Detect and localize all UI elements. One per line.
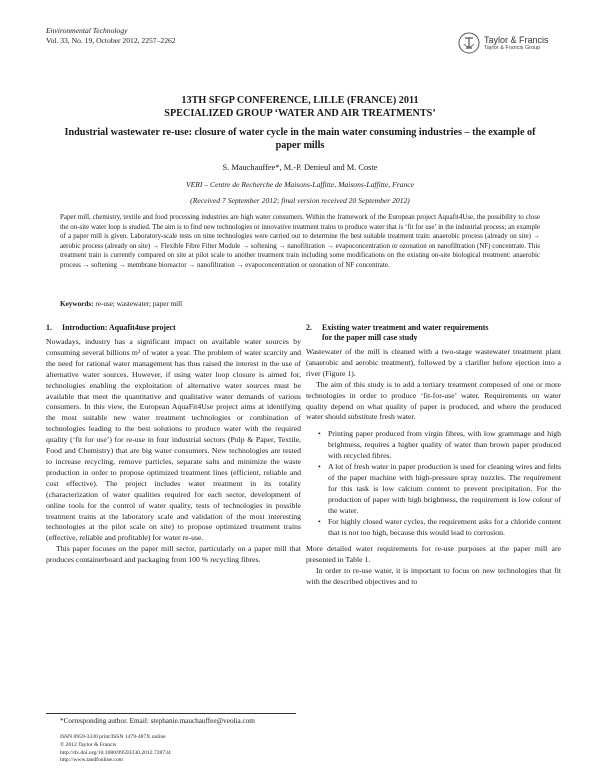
publisher-block xyxy=(458,30,568,56)
copyright-line: © 2012 Taylor & Francis xyxy=(60,741,117,748)
journal-header xyxy=(46,26,176,46)
right-column xyxy=(306,323,561,588)
journal-name: Environmental Technology xyxy=(46,26,128,35)
issn-line: ISSN 0959-3330 print/ISSN 1479-487X online xyxy=(60,734,166,740)
requirements-list xyxy=(306,429,561,538)
section-2-paragraph: In order to re-use water, it is important to focus on new technologies that fit with the described objectives and to xyxy=(306,566,561,587)
abstract: Paper mill, chemistry, textile and food processing industries are high water consumers. Within the framework of the European project Aquafit4Use, the possibility to close the on-site water loop is studied. The aim is to find new technologies or innovative treatment trains to produce water that is ‘fit for use’ in the industrial process; an example of a paper mill is given. Laboratory-scale tests on nine technologies were carried out to determine the best suitable treatment train: anaerobic process (already on site) → aerobic process (already on site) → Flexible Fibre Filter Module → softening → nanofiltration → evapoconcentration or ozonation on nanofiltration (NF) concentrate. This treatment train is currently compared on site at pilot scale to another treatment train including some modifications on the existing on-site biological treatment: anaerobic process → softening → membrane bioreactor → nanofiltration → evapoconcentration or ozonation of NF concentrate. xyxy=(60,213,540,269)
affiliation: VERI – Centre de Recherche de Maisons-Laffitte, Maisons-Laffitte, France xyxy=(185,180,415,189)
section-1-number: 1. xyxy=(46,323,52,332)
website-link[interactable]: http://www.tandfonline.com xyxy=(60,757,124,764)
publisher-name: Taylor & Francis xyxy=(484,35,549,45)
list-item xyxy=(318,516,561,539)
footnote-divider xyxy=(46,713,296,714)
publication-meta xyxy=(60,734,171,765)
journal-volume: Vol. 33, No. 19, October 2012, 2257–2262 xyxy=(46,36,176,45)
list-item-text: For highly closed water cycles, the requirement asks for a chloride content that is not too high, because this would lead to corrosion. xyxy=(328,516,561,537)
left-column xyxy=(46,323,301,566)
authors: S. Mauchauffee*, M.-P. Denieul and M. Coste xyxy=(222,163,378,172)
section-2-heading xyxy=(306,323,561,343)
bullet-icon: • xyxy=(318,516,321,526)
taylor-francis-logo-icon xyxy=(458,32,480,54)
conference-line-1: 13TH SFGP CONFERENCE, LILLE (FRANCE) 2011 xyxy=(181,95,419,106)
list-item-text: A lot of fresh water in paper production is used for cleaning wires and felts of the paper machine with high-pressure spray nozzles. The requirement for this task is low calcium content to prevent precipitation. For the production of paper with high brightness, the requirement is low colour of the water. xyxy=(328,462,561,515)
bullet-icon: • xyxy=(318,429,321,439)
keywords-value: re-use; wastewater; paper mill xyxy=(95,300,183,308)
section-1-paragraph: This paper focuses on the paper mill sector, particularly on a paper mill that produces containerboard and packaging from 100 % recycling fibres. xyxy=(46,544,301,565)
received-dates: (Received 7 September 2012; final version received 20 September 2012) xyxy=(190,196,410,205)
publisher-group: Taylor & Francis Group xyxy=(484,45,541,51)
section-2-paragraph: Wastewater of the mill is cleaned with a two-stage wastewater treatment plant (anaerobic and aerobic treatment), followed by a clarifier before ejection into a river (Figure 1). xyxy=(306,347,561,378)
keywords xyxy=(60,300,540,308)
paper-title: Industrial wastewater re-use: closure of water cycle in the main water consuming industries – the example of paper mills xyxy=(64,127,536,151)
corresponding-author-footnote: *Corresponding author. Email: stephanie.mauchauffee@veolia.com xyxy=(60,717,255,725)
list-item-text: Printing paper produced from virgin fibres, with low grammage and high brightness, requires a higher quality of water than brown paper produced with recycled fibres. xyxy=(328,429,561,461)
keywords-label: Keywords: xyxy=(60,300,94,308)
conference-heading xyxy=(40,95,560,120)
section-2-title: Existing water treatment and water requirements xyxy=(322,323,489,332)
section-2-title-continued: for the paper mill case study xyxy=(322,333,418,342)
section-1-paragraph: Nowadays, industry has a significant impact on available water sources by consuming several billions m³ of water a year. The problem of water scarcity and the need for rational water management has thus raised the interest in the use of alternative water sources. However, if using water loop closure is aimed for, technologies enabling the exploitation of alternative water sources must be available that meet the quantitative and qualitative water demands of various consumers. In this view, the European AquaFit4Use project aims at identifying the most suitable new water treatment technologies or combination of technologies leading to the best solutions to produce water with the required quality (‘fit for use’) for re-use in four industrial sectors (Pulp & Paper, Textile, Food and Chemistry) that are big water consumers. New technologies are tested to increase recycling, remove particles, separate salts and minimize the waste production in order to propose optimized treatment lines (efficient, reliable and cost effective). The project includes water treatment in its totality (characterization of water qualities required for each sector, development of online tools for the control of water quality, tests of technologies in possible treatment trains at the laboratory scale and validation of the most interesting technologies at the pilot scale on site) to propose optimized treatment trains (effective, reliable and profitable) for water re-use. xyxy=(46,337,301,543)
section-2-paragraph: The aim of this study is to add a tertiary treatment composed of one or more technologies in order to produce ‘fit-for-use’ water. Requirements on water quality depend on what quality of paper is produced, and where the produced water should substitute fresh water. xyxy=(306,379,561,422)
section-1-title: Introduction: Aquafit4use project xyxy=(62,323,176,332)
section-1-heading xyxy=(46,323,301,333)
list-item xyxy=(318,462,561,517)
section-2-number: 2. xyxy=(306,323,312,332)
doi-link[interactable]: http://dx.doi.org/10.1080/09593330.2012.728734 xyxy=(60,749,171,756)
conference-line-2: SPECIALIZED GROUP ‘WATER AND AIR TREATMENTS’ xyxy=(164,107,436,119)
bullet-icon: • xyxy=(318,462,321,472)
section-2-paragraph: More detailed water requirements for re-use purposes at the paper mill are presented in Table 1. xyxy=(306,544,561,565)
list-item xyxy=(318,429,561,462)
